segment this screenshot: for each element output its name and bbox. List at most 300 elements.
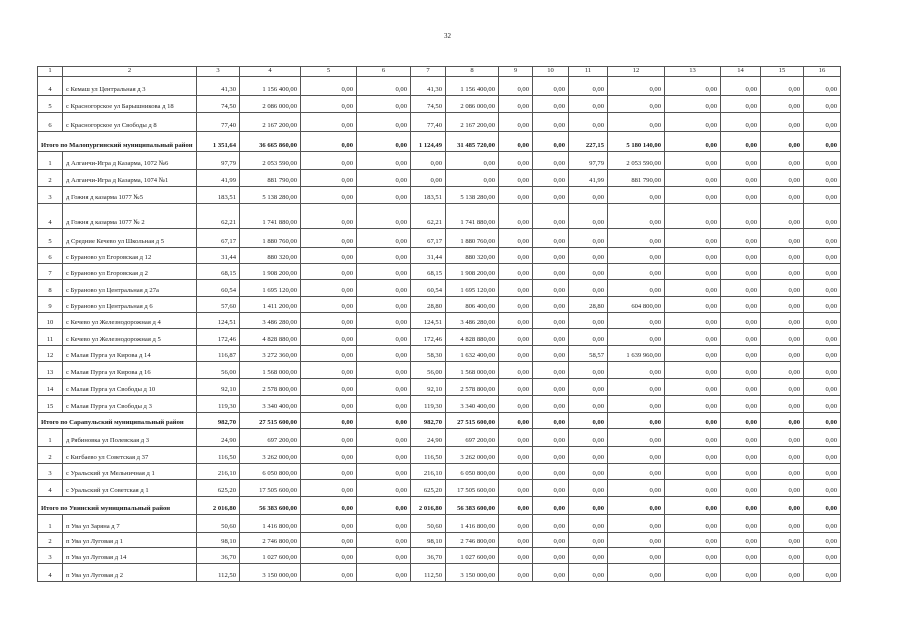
- value-cell: 0,00: [357, 429, 411, 447]
- value-cell: 0,00: [569, 77, 608, 96]
- value-cell: 0,00: [761, 113, 804, 132]
- value-cell: 0,00: [608, 280, 665, 297]
- value-cell: 0,00: [761, 152, 804, 170]
- value-cell: 31,44: [197, 248, 240, 264]
- value-cell: 0,00: [357, 464, 411, 480]
- table-row: [38, 187, 841, 204]
- value-cell: 0,00: [608, 480, 665, 497]
- address-cell: с Малая Пурга ул Свободы д 3: [63, 396, 197, 413]
- value-cell: 1 695 120,00: [240, 280, 301, 297]
- value-cell: 0,00: [533, 264, 569, 280]
- value-cell: 0,00: [665, 515, 721, 533]
- value-cell: 172,46: [197, 329, 240, 346]
- value-cell: 0,00: [608, 113, 665, 132]
- value-cell: 1 908 200,00: [446, 264, 499, 280]
- value-cell: 0,00: [533, 132, 569, 152]
- value-cell: 806 400,00: [446, 297, 499, 313]
- table-row: [38, 113, 841, 132]
- address-cell: с Бураново ул Егоровская д 2: [63, 264, 197, 280]
- value-cell: 2 167 200,00: [446, 113, 499, 132]
- column-number-header: 8: [446, 67, 499, 77]
- value-cell: 0,00: [804, 187, 841, 204]
- value-cell: 0,00: [665, 564, 721, 582]
- value-cell: 0,00: [301, 313, 357, 329]
- value-cell: 0,00: [804, 413, 841, 429]
- value-cell: 0,00: [761, 464, 804, 480]
- value-cell: 0,00: [804, 464, 841, 480]
- value-cell: 0,00: [301, 96, 357, 113]
- value-cell: 0,00: [357, 113, 411, 132]
- value-cell: 0,00: [761, 515, 804, 533]
- value-cell: 0,00: [357, 379, 411, 396]
- value-cell: 0,00: [665, 429, 721, 447]
- value-cell: 0,00: [761, 229, 804, 248]
- value-cell: 0,00: [665, 533, 721, 548]
- value-cell: 0,00: [533, 396, 569, 413]
- value-cell: 1 632 400,00: [446, 346, 499, 362]
- value-cell: 0,00: [761, 497, 804, 515]
- value-cell: 124,51: [197, 313, 240, 329]
- value-cell: 2 578 800,00: [240, 379, 301, 396]
- column-number-header: 6: [357, 67, 411, 77]
- value-cell: 0,00: [761, 187, 804, 204]
- address-cell: д Средние Кечево ул Школьная д 5: [63, 229, 197, 248]
- value-cell: 60,54: [411, 280, 446, 297]
- value-cell: 0,00: [665, 77, 721, 96]
- value-cell: 0,00: [301, 113, 357, 132]
- value-cell: 1 156 400,00: [240, 77, 301, 96]
- address-cell: с Уральский ул Мельничная д 1: [63, 464, 197, 480]
- value-cell: 0,00: [569, 96, 608, 113]
- value-cell: 31,44: [411, 248, 446, 264]
- value-cell: 0,00: [301, 297, 357, 313]
- value-cell: 0,00: [761, 379, 804, 396]
- value-cell: 2 016,80: [197, 497, 240, 515]
- value-cell: 0,00: [761, 564, 804, 582]
- value-cell: 0,00: [721, 170, 761, 187]
- value-cell: 0,00: [533, 113, 569, 132]
- value-cell: 183,51: [411, 187, 446, 204]
- row-number: 2: [38, 447, 63, 464]
- value-cell: 0,00: [499, 396, 533, 413]
- value-cell: 0,00: [804, 170, 841, 187]
- value-cell: 0,00: [569, 413, 608, 429]
- value-cell: 0,00: [721, 413, 761, 429]
- value-cell: 68,15: [411, 264, 446, 280]
- value-cell: 0,00: [804, 379, 841, 396]
- value-cell: 0,00: [608, 264, 665, 280]
- value-cell: 0,00: [608, 313, 665, 329]
- row-number: 6: [38, 113, 63, 132]
- value-cell: 0,00: [761, 413, 804, 429]
- value-cell: 0,00: [357, 280, 411, 297]
- row-number: 7: [38, 264, 63, 280]
- value-cell: 5 180 140,00: [608, 132, 665, 152]
- value-cell: 0,00: [721, 379, 761, 396]
- value-cell: 0,00: [608, 77, 665, 96]
- value-cell: 0,00: [804, 264, 841, 280]
- value-cell: 116,50: [197, 447, 240, 464]
- value-cell: 0,00: [665, 297, 721, 313]
- value-cell: 119,30: [411, 396, 446, 413]
- value-cell: 0,00: [665, 170, 721, 187]
- value-cell: 0,00: [665, 548, 721, 564]
- value-cell: 0,00: [357, 152, 411, 170]
- table-row: [38, 548, 841, 564]
- value-cell: 1 695 120,00: [446, 280, 499, 297]
- value-cell: 0,00: [499, 429, 533, 447]
- value-cell: 0,00: [665, 480, 721, 497]
- value-cell: 0,00: [804, 313, 841, 329]
- value-cell: 0,00: [357, 548, 411, 564]
- value-cell: 0,00: [665, 379, 721, 396]
- value-cell: 116,50: [411, 447, 446, 464]
- value-cell: 0,00: [569, 564, 608, 582]
- value-cell: 1 416 800,00: [240, 515, 301, 533]
- value-cell: 0,00: [499, 229, 533, 248]
- value-cell: 0,00: [569, 480, 608, 497]
- value-cell: 92,10: [197, 379, 240, 396]
- table-row: [38, 429, 841, 447]
- address-cell: д Гожня д казарма 1077 №5: [63, 187, 197, 204]
- value-cell: 0,00: [665, 497, 721, 515]
- table-row: [38, 229, 841, 248]
- value-cell: 0,00: [721, 313, 761, 329]
- value-cell: 0,00: [533, 497, 569, 515]
- value-cell: 0,00: [761, 396, 804, 413]
- table-row: [38, 564, 841, 582]
- value-cell: 112,50: [411, 564, 446, 582]
- value-cell: 0,00: [721, 329, 761, 346]
- value-cell: 0,00: [761, 346, 804, 362]
- value-cell: 0,00: [533, 480, 569, 497]
- value-cell: 0,00: [761, 96, 804, 113]
- address-cell: с Красногорское ул Свободы д 8: [63, 113, 197, 132]
- value-cell: 2 086 000,00: [240, 96, 301, 113]
- value-cell: 0,00: [761, 480, 804, 497]
- table-row: [38, 264, 841, 280]
- value-cell: 116,87: [197, 346, 240, 362]
- value-cell: 1 351,64: [197, 132, 240, 152]
- column-number-header: 7: [411, 67, 446, 77]
- value-cell: 0,00: [608, 229, 665, 248]
- value-cell: 0,00: [804, 429, 841, 447]
- value-cell: 0,00: [301, 480, 357, 497]
- value-cell: 0,00: [446, 152, 499, 170]
- value-cell: 0,00: [721, 548, 761, 564]
- value-cell: 0,00: [533, 548, 569, 564]
- value-cell: 0,00: [301, 533, 357, 548]
- value-cell: 0,00: [499, 548, 533, 564]
- column-number-header: 9: [499, 67, 533, 77]
- value-cell: 0,00: [357, 77, 411, 96]
- value-cell: 1 568 000,00: [240, 362, 301, 379]
- address-cell: с Кемаш ул Центральная д 3: [63, 77, 197, 96]
- value-cell: 0,00: [761, 362, 804, 379]
- value-cell: 697 200,00: [240, 429, 301, 447]
- value-cell: 0,00: [608, 204, 665, 229]
- column-number-header: 3: [197, 67, 240, 77]
- value-cell: 0,00: [499, 96, 533, 113]
- value-cell: 0,00: [665, 329, 721, 346]
- value-cell: 92,10: [411, 379, 446, 396]
- value-cell: 0,00: [533, 346, 569, 362]
- value-cell: 0,00: [499, 480, 533, 497]
- value-cell: 0,00: [665, 187, 721, 204]
- value-cell: 0,00: [301, 280, 357, 297]
- column-number-header: 11: [569, 67, 608, 77]
- value-cell: 56 383 600,00: [446, 497, 499, 515]
- value-cell: 0,00: [533, 515, 569, 533]
- value-cell: 0,00: [499, 297, 533, 313]
- value-cell: 0,00: [665, 264, 721, 280]
- value-cell: 0,00: [499, 113, 533, 132]
- value-cell: 0,00: [608, 413, 665, 429]
- value-cell: 0,00: [357, 329, 411, 346]
- value-cell: 0,00: [499, 77, 533, 96]
- value-cell: 0,00: [665, 152, 721, 170]
- value-cell: 0,00: [804, 152, 841, 170]
- value-cell: 1 880 760,00: [240, 229, 301, 248]
- value-cell: 0,00: [665, 362, 721, 379]
- row-number: 2: [38, 533, 63, 548]
- value-cell: 0,00: [665, 132, 721, 152]
- value-cell: 0,00: [608, 329, 665, 346]
- value-cell: 0,00: [533, 329, 569, 346]
- value-cell: 0,00: [499, 447, 533, 464]
- value-cell: 0,00: [761, 204, 804, 229]
- value-cell: 0,00: [665, 113, 721, 132]
- value-cell: 0,00: [569, 313, 608, 329]
- value-cell: 0,00: [533, 564, 569, 582]
- value-cell: 0,00: [665, 447, 721, 464]
- value-cell: 0,00: [761, 77, 804, 96]
- value-cell: 0,00: [533, 204, 569, 229]
- value-cell: 0,00: [533, 248, 569, 264]
- value-cell: 0,00: [357, 204, 411, 229]
- table-body: [38, 67, 841, 582]
- value-cell: 1 908 200,00: [240, 264, 301, 280]
- value-cell: 77,40: [411, 113, 446, 132]
- value-cell: 2 053 590,00: [240, 152, 301, 170]
- value-cell: 0,00: [301, 564, 357, 582]
- value-cell: 0,00: [499, 248, 533, 264]
- value-cell: 62,21: [411, 204, 446, 229]
- address-cell: с Бураново ул Центральная д 27а: [63, 280, 197, 297]
- value-cell: 0,00: [357, 297, 411, 313]
- header-row: [38, 67, 841, 77]
- value-cell: 880 320,00: [446, 248, 499, 264]
- value-cell: 0,00: [569, 204, 608, 229]
- value-cell: 28,80: [411, 297, 446, 313]
- value-cell: 0,00: [721, 248, 761, 264]
- value-cell: 0,00: [804, 77, 841, 96]
- total-row: [38, 497, 841, 515]
- table-row: [38, 77, 841, 96]
- value-cell: 881 790,00: [608, 170, 665, 187]
- value-cell: 0,00: [721, 533, 761, 548]
- address-cell: с Бураново ул Центральная д 6: [63, 297, 197, 313]
- value-cell: 0,00: [721, 346, 761, 362]
- address-cell: с Малая Пурга ул Кирова д 16: [63, 362, 197, 379]
- value-cell: 0,00: [665, 248, 721, 264]
- value-cell: 0,00: [301, 248, 357, 264]
- value-cell: 0,00: [533, 170, 569, 187]
- value-cell: 0,00: [608, 515, 665, 533]
- value-cell: 4 828 880,00: [446, 329, 499, 346]
- value-cell: 56,00: [197, 362, 240, 379]
- value-cell: 3 262 000,00: [446, 447, 499, 464]
- value-cell: 41,99: [197, 170, 240, 187]
- value-cell: 0,00: [608, 362, 665, 379]
- value-cell: 0,00: [569, 362, 608, 379]
- value-cell: 0,00: [533, 77, 569, 96]
- value-cell: 36,70: [197, 548, 240, 564]
- value-cell: 0,00: [533, 313, 569, 329]
- value-cell: 0,00: [499, 280, 533, 297]
- table-row: [38, 170, 841, 187]
- address-cell: с Бураново ул Егоровская д 12: [63, 248, 197, 264]
- value-cell: 0,00: [569, 379, 608, 396]
- address-cell: с Малая Пурга ул Свободы д 10: [63, 379, 197, 396]
- value-cell: 3 486 280,00: [446, 313, 499, 329]
- value-cell: 0,00: [301, 515, 357, 533]
- value-cell: 0,00: [301, 464, 357, 480]
- value-cell: 0,00: [357, 170, 411, 187]
- value-cell: 3 486 280,00: [240, 313, 301, 329]
- value-cell: 36 665 860,00: [240, 132, 301, 152]
- row-number: 13: [38, 362, 63, 379]
- district-total-label: Итого по Увинский муниципальный район: [38, 497, 197, 515]
- value-cell: 5 138 280,00: [446, 187, 499, 204]
- value-cell: 0,00: [569, 464, 608, 480]
- value-cell: 0,00: [499, 132, 533, 152]
- value-cell: 0,00: [665, 229, 721, 248]
- value-cell: 0,00: [499, 313, 533, 329]
- address-cell: с Уральский ул Советская д 1: [63, 480, 197, 497]
- value-cell: 0,00: [499, 264, 533, 280]
- value-cell: 0,00: [301, 229, 357, 248]
- value-cell: 0,00: [499, 204, 533, 229]
- value-cell: 97,79: [197, 152, 240, 170]
- value-cell: 0,00: [665, 346, 721, 362]
- value-cell: 0,00: [761, 170, 804, 187]
- value-cell: 0,00: [411, 152, 446, 170]
- value-cell: 56,00: [411, 362, 446, 379]
- value-cell: 24,90: [197, 429, 240, 447]
- district-total-label: Итого по Малопургинский муниципальный район: [38, 132, 197, 152]
- value-cell: 0,00: [357, 362, 411, 379]
- value-cell: 0,00: [665, 396, 721, 413]
- value-cell: 0,00: [357, 96, 411, 113]
- value-cell: 0,00: [608, 447, 665, 464]
- row-number: 1: [38, 515, 63, 533]
- value-cell: 97,79: [569, 152, 608, 170]
- value-cell: 0,00: [804, 564, 841, 582]
- value-cell: 0,00: [533, 413, 569, 429]
- value-cell: 0,00: [357, 132, 411, 152]
- value-cell: 0,00: [533, 379, 569, 396]
- value-cell: 1 411 200,00: [240, 297, 301, 313]
- value-cell: 0,00: [499, 152, 533, 170]
- address-cell: с Кечево ул Железнодорожная д 5: [63, 329, 197, 346]
- value-cell: 0,00: [804, 113, 841, 132]
- value-cell: 0,00: [608, 533, 665, 548]
- column-number-header: 12: [608, 67, 665, 77]
- table-row: [38, 329, 841, 346]
- value-cell: 0,00: [499, 346, 533, 362]
- value-cell: 0,00: [533, 447, 569, 464]
- row-number: 11: [38, 329, 63, 346]
- value-cell: 0,00: [357, 564, 411, 582]
- value-cell: 0,00: [301, 170, 357, 187]
- value-cell: 62,21: [197, 204, 240, 229]
- value-cell: 0,00: [569, 280, 608, 297]
- value-cell: 227,15: [569, 132, 608, 152]
- value-cell: 0,00: [721, 152, 761, 170]
- value-cell: 625,20: [197, 480, 240, 497]
- value-cell: 0,00: [761, 132, 804, 152]
- value-cell: 67,17: [411, 229, 446, 248]
- value-cell: 0,00: [665, 464, 721, 480]
- value-cell: 119,30: [197, 396, 240, 413]
- value-cell: 1 880 760,00: [446, 229, 499, 248]
- value-cell: 124,51: [411, 313, 446, 329]
- value-cell: 0,00: [533, 362, 569, 379]
- value-cell: 1 027 600,00: [240, 548, 301, 564]
- value-cell: 6 050 800,00: [240, 464, 301, 480]
- value-cell: 0,00: [721, 497, 761, 515]
- value-cell: 41,30: [411, 77, 446, 96]
- value-cell: 0,00: [301, 396, 357, 413]
- value-cell: 0,00: [721, 362, 761, 379]
- row-number: 6: [38, 248, 63, 264]
- column-number-header: 13: [665, 67, 721, 77]
- value-cell: 604 800,00: [608, 297, 665, 313]
- value-cell: 0,00: [301, 187, 357, 204]
- value-cell: 0,00: [721, 187, 761, 204]
- value-cell: 0,00: [301, 346, 357, 362]
- value-cell: 172,46: [411, 329, 446, 346]
- value-cell: 98,10: [411, 533, 446, 548]
- value-cell: 183,51: [197, 187, 240, 204]
- value-cell: 31 485 720,00: [446, 132, 499, 152]
- row-number: 4: [38, 204, 63, 229]
- value-cell: 0,00: [499, 515, 533, 533]
- address-cell: с Малая Пурга ул Кирова д 14: [63, 346, 197, 362]
- value-cell: 0,00: [608, 429, 665, 447]
- value-cell: 0,00: [357, 264, 411, 280]
- value-cell: 0,00: [301, 362, 357, 379]
- value-cell: 0,00: [357, 248, 411, 264]
- table-row: [38, 533, 841, 548]
- table-row: [38, 248, 841, 264]
- value-cell: 0,00: [499, 497, 533, 515]
- value-cell: 697 200,00: [446, 429, 499, 447]
- value-cell: 0,00: [357, 187, 411, 204]
- value-cell: 1 124,49: [411, 132, 446, 152]
- row-number: 4: [38, 480, 63, 497]
- value-cell: 881 790,00: [240, 170, 301, 187]
- value-cell: 28,80: [569, 297, 608, 313]
- address-cell: д Рябиновка ул Полевская д 3: [63, 429, 197, 447]
- value-cell: 0,00: [301, 264, 357, 280]
- value-cell: 0,00: [721, 297, 761, 313]
- column-number-header: 4: [240, 67, 301, 77]
- value-cell: 0,00: [804, 280, 841, 297]
- value-cell: 3 262 000,00: [240, 447, 301, 464]
- value-cell: 0,00: [569, 447, 608, 464]
